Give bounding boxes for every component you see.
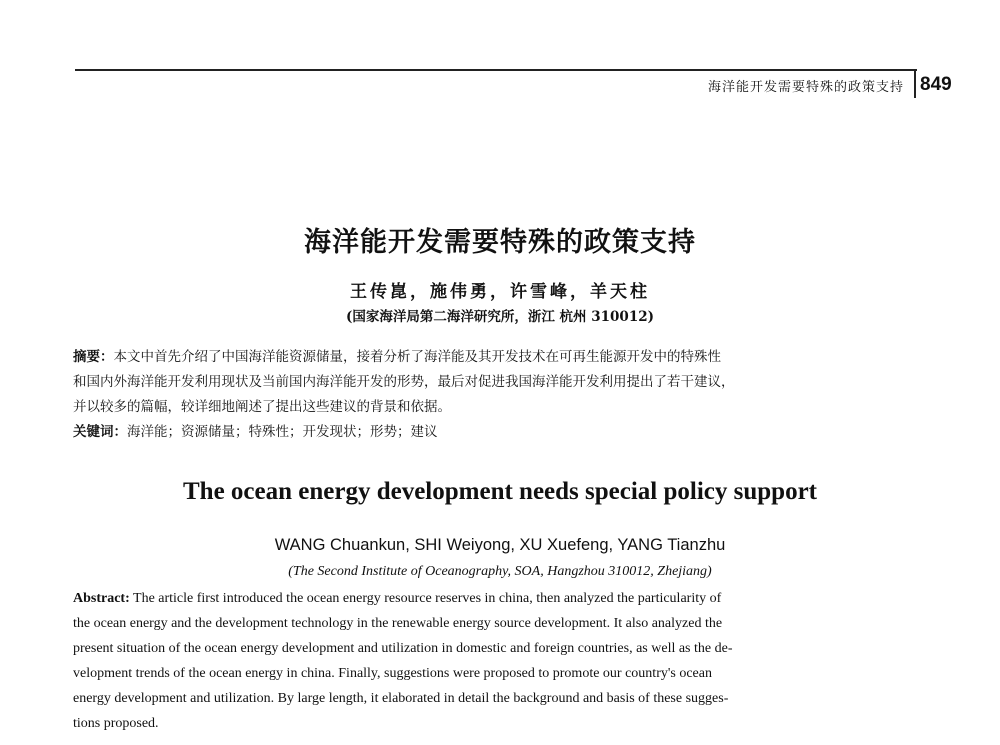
- english-abstract-line-4: velopment trends of the ocean energy in china. Finally, suggestions were proposed to promote our country's ocean: [73, 666, 712, 681]
- english-affiliation: (The Second Institute of Oceanography, SOA, Hangzhou 310012, Zhejiang): [288, 564, 712, 579]
- english-abstract-line-2: the ocean energy and the development technology in the renewable energy source development. It also analyzed the: [73, 616, 723, 631]
- chinese-abstract: [73, 345, 925, 420]
- page-number: 849: [920, 74, 952, 95]
- chinese-title: 海洋能开发需要特殊的政策支持: [304, 227, 696, 258]
- english-abstract-line-1: [73, 586, 925, 611]
- chinese-abstract-line-3: 并以较多的篇幅，较详细地阐述了提出这些建议的背景和依据。: [73, 399, 451, 415]
- english-abstract-label: Abstract:: [73, 591, 130, 606]
- english-title: The ocean energy development needs special policy support: [182, 478, 817, 505]
- chinese-keywords-text: 海洋能；资源储量；特殊性；开发现状；形势；建议: [127, 424, 438, 440]
- chinese-keywords-label: 关键词：: [73, 424, 127, 440]
- english-abstract-line-5: energy development and utilization. By large length, it elaborated in detail the background and basis of these sugges-: [73, 691, 729, 706]
- chinese-abstract-text: 本文中首先介绍了中国海洋能资源储量，接着分析了海洋能及其开发技术在可再生能源开发中的特殊性: [113, 349, 721, 365]
- chinese-abstract-line-2: 和国内外海洋能开发利用现状及当前国内海洋能开发的形势，最后对促进我国海洋能开发利用提出了若干建议，: [73, 374, 735, 390]
- running-header-title: 海洋能开发需要特殊的政策支持: [707, 80, 904, 95]
- english-authors: WANG Chuankun, SHI Weiyong, XU Xuefeng, YANG Tianzhu: [274, 536, 726, 554]
- chinese-affiliation: (国家海洋局第二海洋研究所，浙江 杭州 310012): [345, 309, 655, 325]
- english-abstract-text: The article first introduced the ocean energy resource reserves in china, then analyzed the particularity of: [133, 591, 722, 606]
- chinese-abstract-label: 摘要：: [73, 349, 114, 365]
- english-abstract-line-6: tions proposed.: [73, 716, 159, 731]
- chinese-keywords: [73, 420, 925, 445]
- english-abstract-line-3: present situation of the ocean energy development and utilization in domestic and foreign countries, as well as the de-: [73, 641, 733, 656]
- header-rule: [75, 69, 917, 71]
- header-separator: [914, 70, 916, 98]
- chinese-authors: 王传崑，施伟勇，许雪峰，羊天柱: [350, 282, 650, 302]
- chinese-abstract-line-1: [73, 345, 925, 370]
- english-abstract: [73, 586, 925, 736]
